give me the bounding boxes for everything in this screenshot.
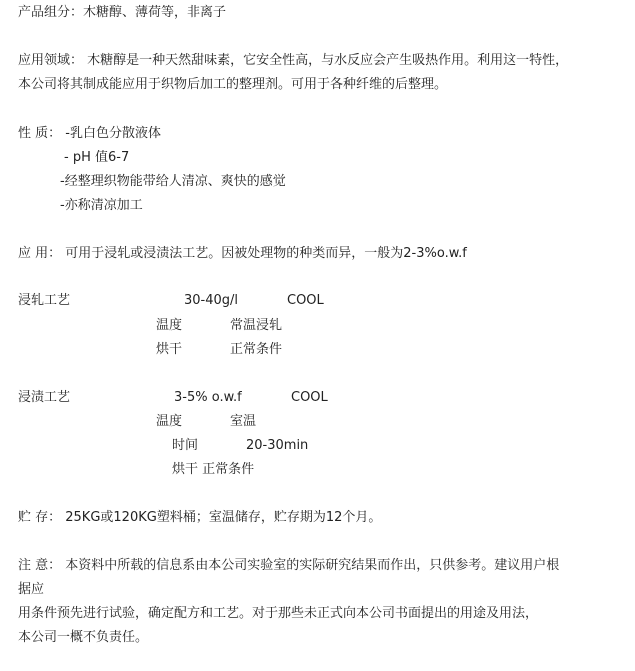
properties-ph: - pH 值6-7 bbox=[64, 150, 130, 165]
usage-line: 应 用： 可用于浸轧或浸渍法工艺。因被处理物的种类而异，一般为2-3%o.w.f bbox=[18, 246, 467, 261]
dipping-temp-value: 室温 bbox=[230, 414, 257, 429]
composition-line: 产品组分：木糖醇、薄荷等，非离子 bbox=[18, 5, 227, 20]
storage-line: 贮 存： 25KG或120KG塑料桶；室温储存，贮存期为12个月。 bbox=[18, 510, 382, 525]
padding-process-dosage: 30-40g/l bbox=[184, 293, 239, 308]
properties-alias: -亦称清凉加工 bbox=[60, 198, 143, 213]
dipping-process-dosage: 3-5% o.w.f bbox=[174, 390, 242, 405]
notice-line-2: 据应 bbox=[18, 582, 45, 597]
application-field-line-2: 本公司将其制成能应用于织物后加工的整理剂。可用于各种纤维的后整理。 bbox=[18, 77, 448, 92]
dipping-process-bath: COOL bbox=[291, 390, 328, 405]
notice-line-3: 用条件预先进行试验，确定配方和工艺。对于那些未正式向本公司书面提出的用途及用法， bbox=[18, 606, 539, 621]
properties-effect: -经整理织物能带给人清凉、爽快的感觉 bbox=[60, 174, 286, 189]
dipping-temp-label: 温度 bbox=[156, 414, 183, 429]
dipping-time-value: 20-30min bbox=[246, 438, 309, 453]
dipping-process-title: 浸渍工艺 bbox=[18, 390, 71, 405]
padding-process-bath: COOL bbox=[287, 293, 324, 308]
application-field-line-1: 应用领域： 木糖醇是一种天然甜味素，它安全性高，与水反应会产生吸热作用。利用这一特性， bbox=[18, 53, 569, 68]
notice-line-4: 本公司一概不负责任。 bbox=[18, 630, 149, 645]
notice-line-1: 注 意： 本资料中所载的信息系由本公司实验室的实际研究结果而作出，只供参考。建议用户根 bbox=[18, 558, 560, 573]
dipping-time-label: 时间 bbox=[172, 438, 199, 453]
padding-dry-label: 烘干 bbox=[156, 342, 183, 357]
padding-process-title: 浸轧工艺 bbox=[18, 293, 71, 308]
properties-appearance: 性 质： -乳白色分散液体 bbox=[18, 126, 161, 141]
padding-dry-value: 正常条件 bbox=[230, 342, 283, 357]
padding-temp-value: 常温浸轧 bbox=[230, 318, 283, 333]
dipping-dry-line: 烘干 正常条件 bbox=[172, 462, 255, 477]
padding-temp-label: 温度 bbox=[156, 318, 183, 333]
